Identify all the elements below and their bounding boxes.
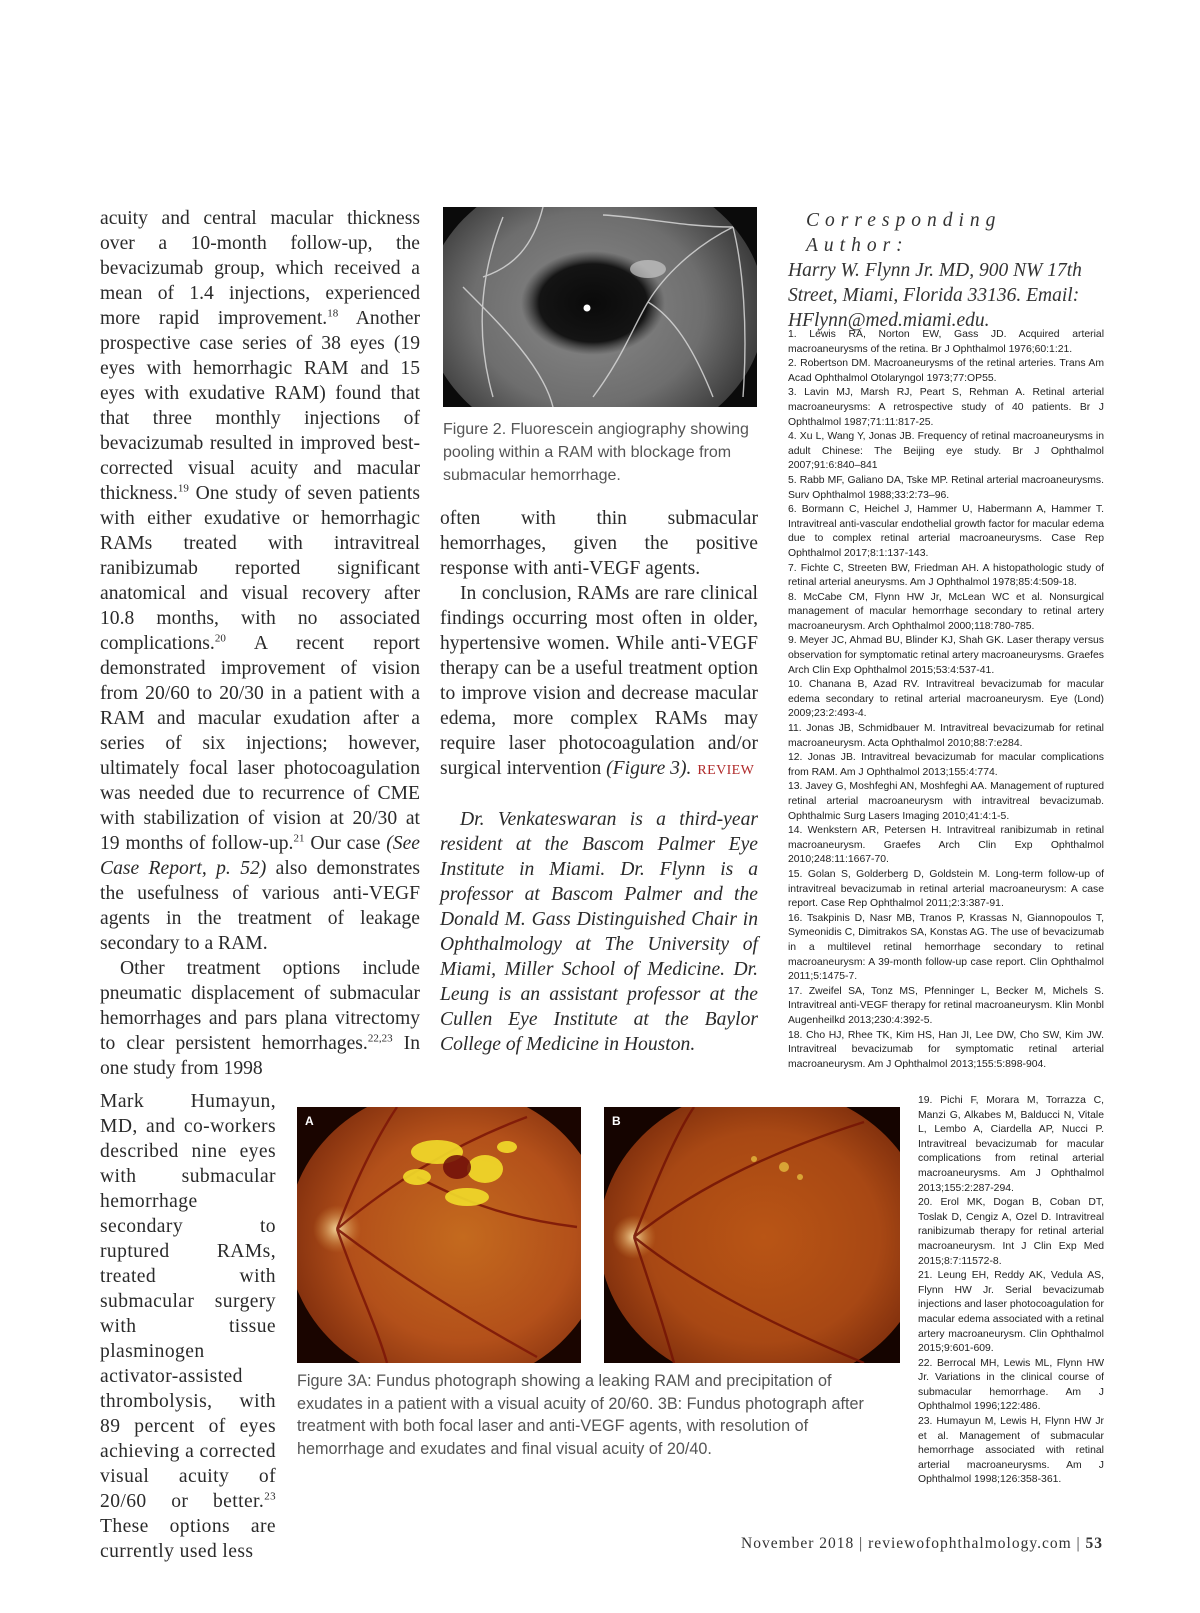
reference-item: 1. Lewis RA, Norton EW, Gass JD. Acquired arterial macroaneurysms of the retina. Br J Ophthalmol 1976;60:1:21. [788,329,1104,355]
reference-item: 2. Robertson DM. Macroaneurysms of the retinal arteries. Trans Am Acad Ophthalmol Otolaryngol 1973;77:OP55. [788,358,1104,384]
reference-item: 4. Xu L, Wang Y, Jonas JB. Frequency of retinal macroaneurysms in adult Chinese: The Beijing eye study. Br J Ophthalmol 2007;91:6:840–841 [788,431,1104,472]
body-column-2 [440,506,758,1057]
reference-item: 5. Rabb MF, Galiano DA, Tske MP. Retinal arterial macroaneurysms. Surv Ophthalmol 1988;33:2:73–96. [788,474,1104,501]
reference-item: 7. Fichte C, Streeten BW, Friedman AH. A histopathologic study of retinal arterial aneurysms. Am J Ophthalmol 1978;85:4:509-18. [788,562,1104,589]
panel-label-a: A [305,1114,314,1128]
footer-text: November 2018 | reviewofophthalmology.com | [741,1535,1086,1552]
page-number: 53 [1085,1535,1103,1552]
references-list-continued [918,1094,1104,1488]
paragraph: Mark Humayun, MD, and co-workers described nine eyes with submacular hemorrhage secondary to ruptured RAMs, treated with submacular surgery with tissue plasminogen activator-assisted thrombolysis, with 89 percent of eyes achieving a corrected visual acuity of 20/60 or better.$^{23}$ These options are currently used less [100,1091,276,1562]
reference-item: 10. Chanana B, Azad RV. Intravitreal bevacizumab for macular edema secondary to retinal arterial macroaneurysm. Eye (Lond) 2009;23:2:493-4. [788,679,1104,720]
reference-item: 16. Tsakpinis D, Nasr MB, Tranos P, Krassas N, Giannopoulos T, Symeonidis C, Dimitrakos SA, Konstas AG. The use of bevacizumab in a multilevel retinal hemorrhage secondary to retinal macroaneurysm: A 39-month follow-up case report. Clin Ophthalmol 2011;5:1475-7. [788,912,1104,983]
corresponding-author-label: Corresponding Author: [806,210,1002,256]
author-bio: Dr. Venkateswaran is a third-year resident at the Bascom Palmer Eye Institute in Miami. Dr. Flynn is a professor at Bascom Palmer and the Donald M. Gass Distinguished Chair in Ophthalmology at The University of Miami, Miller School of Medicine. Dr. Leung is an assistant professor at the Cullen Eye Institute at the Baylor College of Medicine in Houston. [440,809,758,1055]
reference-item: 22. Berrocal MH, Lewis ML, Flynn HW Jr. Variations in the clinical course of submacular hemorrhage. Am J Ophthalmol 1996;122:486. [918,1357,1104,1413]
figure-2-caption: Figure 2. Fluorescein angiography showing pooling within a RAM with blockage from submacular hemorrhage. [443,421,749,484]
body-column-1-continued [100,1089,276,1564]
fluorescein-angiography-image [443,207,757,407]
reference-item: 11. Jonas JB, Schmidbauer M. Intravitreal bevacizumab for retinal macroaneurysm. Acta Ophthalmol 2010;88:7:e284. [788,723,1104,749]
reference-item: 19. Pichi F, Morara M, Torrazza C, Manzi G, Alkabes M, Balducci N, Vitale L, Lembo A, Ciardella AP, Nucci P. Intravitreal bevacizumab for macular complications from retinal arterial macroaneurysms. Am J Ophthalmol 2013;155:2:287-294. [918,1095,1104,1194]
corresponding-author-address: Harry W. Flynn Jr. MD, 900 NW 17th Street, Miami, Florida 33136. Email: HFlynn@med.miami.edu. [788,260,1082,331]
paragraph: Other treatment options include pneumatic displacement of submacular hemorrhages and pars plana vitrectomy to clear persistent hemorrhages.$^{22,23}$ In one study from 1998 [100,958,420,1079]
references-list [788,328,1104,1072]
reference-item: 12. Jonas JB. Intravitreal bevacizumab for macular complications from RAM. Am J Ophthalmol 2013;155:4:774. [788,752,1104,778]
figure-2-angiogram [443,207,757,407]
body-column-1 [100,206,420,1081]
paragraph: acuity and central macular thickness over a 10-month follow-up, the bevacizumab group, which received a mean of 1.4 injections, experienced more rapid improvement.$^{18}$ Another prospective case series of 38 eyes (19 eyes with hemorrhagic RAM and 15 eyes with exudative RAM) found that that three monthly injections of bevacizumab resulted in improved best-corrected visual acuity and macular thickness.$^{19}$ One study of seven patients with either exudative or hemorrhagic RAMs treated with intravitreal ranibizumab reported significant anatomical and visual recovery after 10.8 months, with no associated complications.$^{20}$ A recent report demonstrated improvement of vision from 20/60 to 20/30 in a patient with a RAM and macular exudation after a series of six injections; however, ultimately focal laser photocoagulation was needed due to recurrence of CME with stabilization of vision at 20/30 at 19 months of follow-up.$^{21}$ Our case (See Case Report, p. 52) also demonstrates the usefulness of various anti-VEGF agents in the treatment of leakage secondary to a RAM. [100,208,420,954]
review-end-mark: REVIEW [697,763,755,778]
reference-item: 8. McCabe CM, Flynn HW Jr, McLean WC et al. Nonsurgical management of macular hemorrhage secondary to retinal artery macroaneurysm. Arch Ophthalmol 2000;118:780-785. [788,591,1104,632]
reference-item: 20. Erol MK, Dogan B, Coban DT, Toslak D, Cengiz A, Ozel D. Intravitreal ranibizumab therapy for retinal arterial macroaneurysm. Int J Clin Exp Med 2015;8:7:11572-8. [918,1197,1104,1267]
page-footer [741,1535,1103,1553]
figure-3a-fundus-photo [297,1107,581,1363]
reference-item: 3. Lavin MJ, Marsh RJ, Peart S, Rehman A. Retinal arterial macroaneurysms: A retrospective study of 40 patients. Br J Ophthalmol 1987;71:11:817-25. [788,387,1104,428]
reference-item: 18. Cho HJ, Rhee TK, Kim HS, Han JI, Lee DW, Cho SW, Kim JW. Intravitreal bevacizumab for symptomatic retinal arterial macroaneurysm. Am J Ophthalmol 2013;155:5:898-904. [788,1029,1104,1070]
reference-item: 17. Zweifel SA, Tonz MS, Pfenninger L, Becker M, Michels S. Intravitreal anti-VEGF therapy for retinal macroaneurysm. Klin Monbl Augenheilkd 2013;230:4:392-5. [788,985,1104,1026]
fundus-photo-a [297,1107,581,1363]
reference-item: 23. Humayun M, Lewis H, Flynn HW Jr et al. Management of submacular hemorrhage associated with retinal arterial macroaneurysms. Am J Ophthalmol 1998;126:358-361. [918,1416,1104,1486]
paragraph: In conclusion, RAMs are rare clinical findings occurring most often in older, hypertensive women. While anti-VEGF therapy can be a useful treatment option to improve vision and decrease macular edema, more complex RAMs may require laser photocoagulation and/or surgical intervention (Figure 3). REVIEW [440,583,758,779]
reference-item: 21. Leung EH, Reddy AK, Vedula AS, Flynn HW Jr. Serial bevacizumab injections and laser photocoagulation for macular edema associated with a retinal artery macroaneurysm. Clin Ophthalmol 2015;9:601-609. [918,1270,1105,1355]
paragraph: often with thin submacular hemorrhages, given the positive response with anti-VEGF agents. [440,508,758,579]
panel-label-b: B [612,1114,621,1128]
figure-3b-fundus-photo [604,1107,900,1363]
reference-item: 13. Javey G, Moshfeghi AN, Moshfeghi AA. Management of ruptured retinal arterial macroaneurysm with intravitreal bevacizumab. Ophthalmic Surg Lasers Imaging 2010;41:4:1-5. [788,781,1104,822]
corresponding-author [788,208,1108,333]
reference-item: 9. Meyer JC, Ahmad BU, Blinder KJ, Shah GK. Laser therapy versus observation for symptomatic retinal artery macroaneurysms. Graefes Arch Clin Exp Ophthalmol 2015;53:4:537-41. [788,635,1104,676]
reference-item: 6. Bormann C, Heichel J, Hammer U, Habermann A, Hammer T. Intravitreal anti-vascular endothelial growth factor for macular edema due to complex retinal arterial macroaneurysms. Case Rep Ophthalmol 2017;8:1:137-143. [788,504,1104,559]
reference-item: 15. Golan S, Golderberg D, Goldstein M. Long-term follow-up of intravitreal bevacizumab in retinal arterial macroaneurysm: A case report. Case Rep Ophthalmol 2011;2:3:387-91. [788,868,1104,910]
reference-item: 14. Wenkstern AR, Petersen H. Intravitreal ranibizumab in retinal macroaneurysm. Graefes Arch Clin Exp Ophthalmol 2010;248:11:1667-70. [788,825,1104,866]
fundus-photo-b [604,1107,900,1363]
figure-3-caption: Figure 3A: Fundus photograph showing a leaking RAM and precipitation of exudates in a patient with a visual acuity of 20/60. 3B: Fundus photograph after treatment with both focal laser and anti-VEGF agents, with resolution of hemorrhage and exudates and final visual acuity of 20/40. [297,1372,864,1458]
